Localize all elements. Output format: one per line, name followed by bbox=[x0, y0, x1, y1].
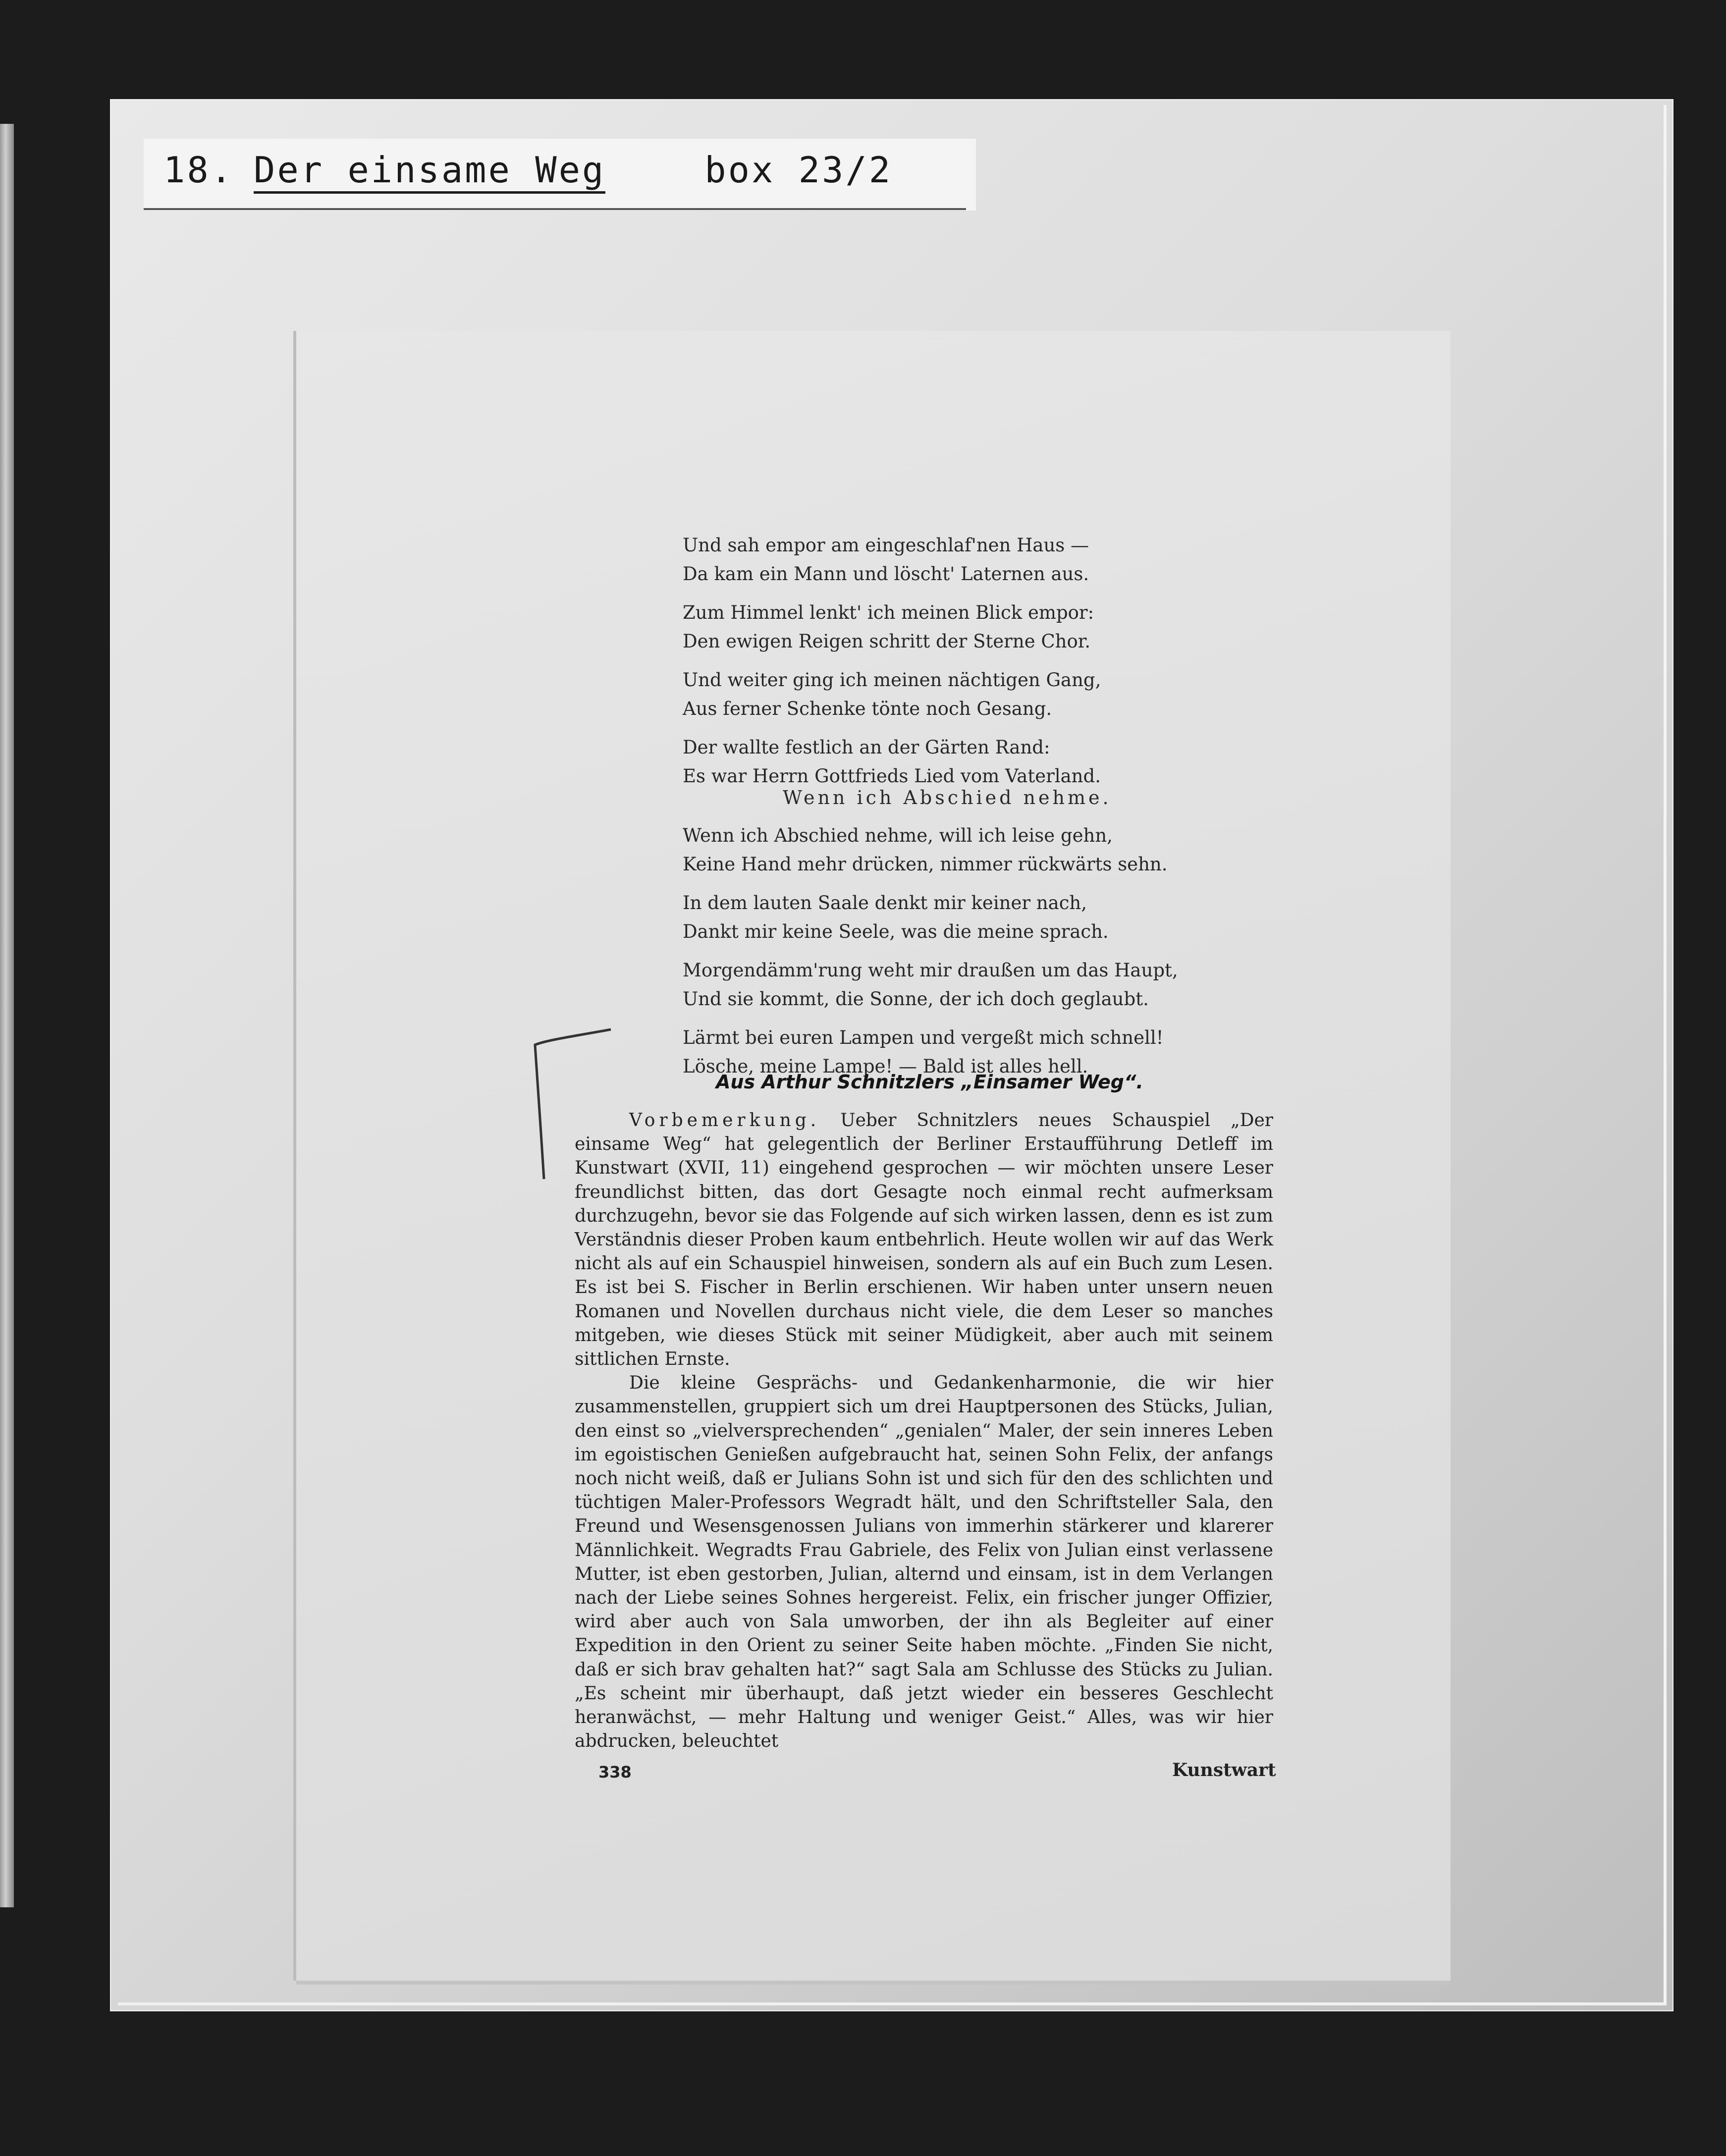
verse-line: Es war Herrn Gottfrieds Lied vom Vaterland. bbox=[683, 765, 1101, 787]
archive-label bbox=[163, 149, 892, 198]
article-body bbox=[575, 1109, 1273, 1753]
verse-line: Morgendämm'rung weht mir draußen um das Haupt, bbox=[683, 960, 1178, 981]
verse-line: In dem lauten Saale denkt mir keiner nach, bbox=[683, 892, 1087, 914]
verse-line: Keine Hand mehr drücken, nimmer rückwärts sehn. bbox=[683, 854, 1168, 875]
poem-1-stanza bbox=[683, 666, 1178, 723]
section-title: Aus Arthur Schnitzlers „Einsamer Weg“. bbox=[716, 1071, 1143, 1093]
verse-line: Aus ferner Schenke tönte noch Gesang. bbox=[683, 698, 1052, 719]
poem-1-stanza bbox=[683, 598, 1178, 656]
verse-line: Zum Himmel lenkt' ich meinen Blick empor: bbox=[683, 602, 1094, 623]
verse-line: Da kam ein Mann und löscht' Laternen aus. bbox=[683, 563, 1089, 585]
verse-line: Den ewigen Reigen schritt der Sterne Chor. bbox=[683, 631, 1091, 652]
poem-2-title: Wenn ich Abschied nehme. bbox=[783, 787, 1112, 808]
page-number: 338 bbox=[598, 1763, 632, 1781]
journal-name: Kunstwart bbox=[1172, 1760, 1276, 1780]
poem-1-stanza bbox=[683, 733, 1178, 791]
label-title: Der einsame Weg bbox=[254, 149, 605, 194]
verse-line: Lärmt bei euren Lampen und vergeßt mich schnell! bbox=[683, 1027, 1164, 1048]
verse-line: Lösche, meine Lampe! — Bald ist alles hell. bbox=[683, 1056, 1088, 1077]
verse-line: Der wallte festlich an der Gärten Rand: bbox=[683, 737, 1050, 758]
poem-2 bbox=[683, 821, 1178, 1091]
label-number: 18. bbox=[163, 149, 234, 191]
paragraph bbox=[575, 1109, 1273, 1371]
poem-1 bbox=[683, 531, 1178, 801]
poem-2-stanza bbox=[683, 889, 1178, 946]
paragraph-text: Ueber Schnitzlers neues Schauspiel „Der einsame Weg“ hat gelegentlich der Berliner Erstaufführung Detleff im Kunstwart (XVII, 11) eingehend gesprochen — wir möchten unsere Leser freundlichst bitten, das dort Gesagte noch einmal recht aufmerksam durchzugehn, bevor sie das Folgende auf sich wirken lassen, denn es ist zum Verständnis dieser Proben kaum entbehrlich. Heute wollen wir auf das Werk nicht als auf ein Schauspiel hinweisen, sondern als auf ein Buch zum Lesen. Es ist bei S. Fischer in Berlin erschienen. Wir haben unter unsern neuen Romanen und Novellen durchaus nicht viele, die dem Leser so manches mitgeben, wie dieses Stück mit seiner Müdigkeit, aber auch mit seinem sittlichen Ernste. bbox=[575, 1110, 1273, 1370]
paragraph: Die kleine Gesprächs- und Gedankenharmonie, die wir hier zusammenstellen, gruppiert sich um drei Hauptpersonen des Stücks, Julian, den einst so „vielversprechenden“ „genialen“ Maler, der sein inneres Leben im egoistischen Genießen aufgebraucht hat, seinen Sohn Felix, der anfangs noch nicht weiß, daß er Julians Sohn ist und sich für den des schlichten und tüchtigen Maler-Professors Wegradt hält, und den Schriftsteller Sala, den Freund und Wesensgenossen Julians von immerhin stärkerer und klarerer Männlichkeit. Wegradts Frau Gabriele, des Felix von Julian einst verlassene Mutter, ist eben gestorben, Julian, alternd und einsam, ist in dem Verlangen nach der Liebe seines Sohnes hergereist. Felix, ein frischer junger Offizier, wird aber auch von Sala umworben, der ihn als Begleiter auf einer Expedition in den Orient zu seiner Seite haben möchte. „Finden Sie nicht, daß er sich brav gehalten hat?“ sagt Sala am Schlusse des Stücks zu Julian. „Es scheint mir überhaupt, daß jetzt wieder ein besseres Geschlecht heranwächst, — mehr Haltung und weniger Geist.“ Alles, was wir hier abdrucken, beleuchtet bbox=[575, 1373, 1273, 1752]
verse-line: Dankt mir keine Seele, was die meine sprach. bbox=[683, 921, 1109, 942]
label-box: box 23/2 bbox=[704, 149, 893, 191]
poem-2-stanza bbox=[683, 821, 1178, 879]
verse-line: Wenn ich Abschied nehme, will ich leise gehn, bbox=[683, 825, 1113, 846]
label-rule bbox=[144, 208, 966, 210]
poem-1-stanza bbox=[683, 531, 1178, 589]
verse-line: Und sie kommt, die Sonne, der ich doch geglaubt. bbox=[683, 988, 1149, 1010]
adjacent-card-edge bbox=[0, 124, 14, 1907]
poem-2-stanza bbox=[683, 956, 1178, 1014]
verse-line: Und sah empor am eingeschlaf'nen Haus — bbox=[683, 535, 1089, 556]
paragraph-lead: Vorbemerkung. bbox=[629, 1110, 820, 1131]
verse-line: Und weiter ging ich meinen nächtigen Gang, bbox=[683, 669, 1101, 691]
